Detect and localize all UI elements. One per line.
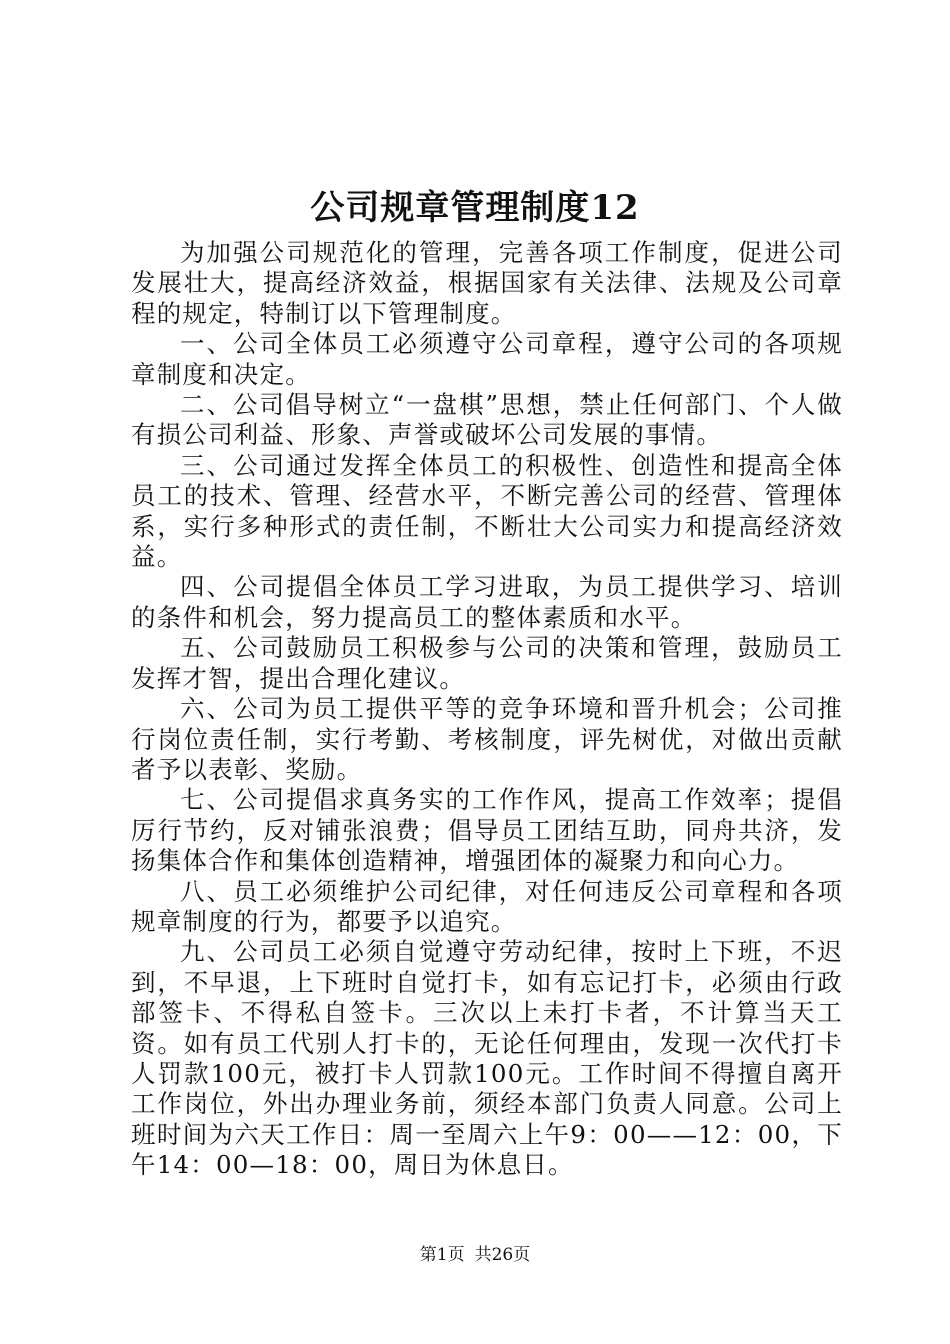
rule-paragraph-8: 八、员工必须维护公司纪律，对任何违反公司章程和各项规章制度的行为，都要予以追究。 — [131, 876, 843, 936]
document-title: 公司规章管理制度12 — [310, 188, 640, 228]
document-body — [131, 238, 843, 1181]
rule-paragraph-6: 六、公司为员工提供平等的竞争环境和晋升机会；公司推行岗位责任制，实行考勤、考核制度，评先树优，对做出贡献者予以表彰、奖励。 — [131, 694, 843, 784]
rule-paragraph-4: 四、公司提倡全体员工学习进取，为员工提供学习、培训的条件和机会，努力提高员工的整体素质和水平。 — [131, 572, 843, 632]
rule-paragraph-1: 一、公司全体员工必须遵守公司章程，遵守公司的各项规章制度和决定。 — [131, 329, 843, 389]
rule-paragraph-2: 二、公司倡导树立“一盘棋”思想，禁止任何部门、个人做有损公司利益、形象、声誉或破坏公司发展的事情。 — [131, 390, 843, 450]
rule-paragraph-5: 五、公司鼓励员工积极参与公司的决策和管理，鼓励员工发挥才智，提出合理化建议。 — [131, 633, 843, 693]
rule-paragraph-7: 七、公司提倡求真务实的工作作风，提高工作效率；提倡厉行节约，反对铺张浪费；倡导员工团结互助，同舟共济，发扬集体合作和集体创造精神，增强团体的凝聚力和向心力。 — [131, 785, 843, 876]
rule-paragraph-3: 三、公司通过发挥全体员工的积极性、创造性和提高全体员工的技术、管理、经营水平，不断完善公司的经营、管理体系，实行多种形式的责任制，不断壮大公司实力和提高经济效益。 — [131, 450, 843, 572]
intro-paragraph: 为加强公司规范化的管理，完善各项工作制度，促进公司发展壮大，提高经济效益，根据国家有关法律、法规及公司章程的规定，特制订以下管理制度。 — [131, 238, 843, 328]
page-number: 第1页 — [419, 1245, 465, 1265]
page-total: 共26页 — [474, 1245, 531, 1265]
rule-paragraph-9: 九、公司员工必须自觉遵守劳动纪律，按时上下班，不迟到，不早退，上下班时自觉打卡，如有忘记打卡，必须由行政部签卡、不得私自签卡。三次以上未打卡者，不计算当天工资。如有员工代别人打卡的，无论任何理由，发现一次代打卡人罚款100元，被打卡人罚款100元。工作时间不得擅自离开工作岗位，外出办理业务前，须经本部门负责人同意。公司上班时间为六天工作日：周一至周六上午9：00——12：00，下午14：00—18：00，周日为休息日。 — [131, 937, 843, 1180]
page-footer — [0, 1243, 950, 1267]
